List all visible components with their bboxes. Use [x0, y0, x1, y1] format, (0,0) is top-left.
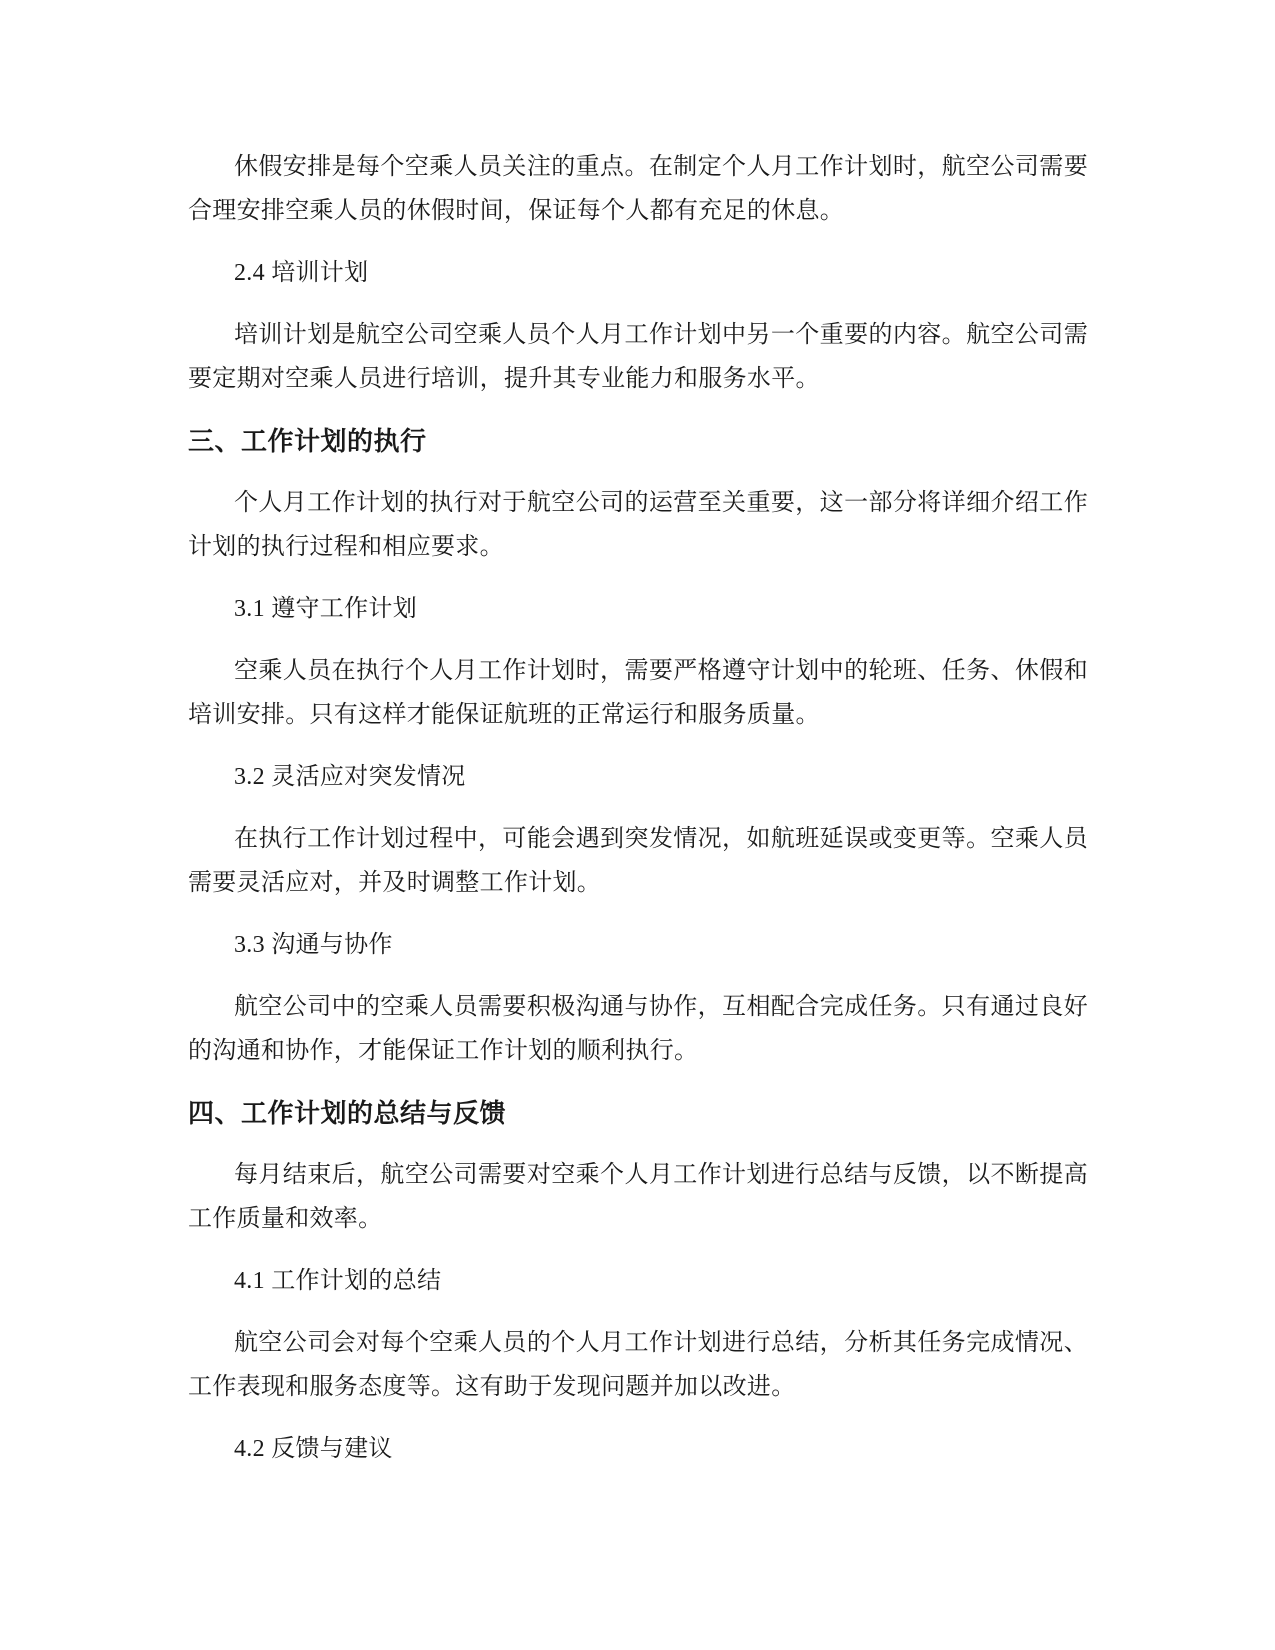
paragraph: 航空公司会对每个空乘人员的个人月工作计划进行总结，分析其任务完成情况、工作表现和服务态度等。这有助于发现问题并加以改进。 — [188, 1330, 1088, 1400]
paragraph: 每月结束后，航空公司需要对空乘个人月工作计划进行总结与反馈，以不断提高工作质量和效率。 — [188, 1162, 1088, 1232]
section-heading: 四、工作计划的总结与反馈 — [188, 1098, 507, 1128]
section-heading: 三、工作计划的执行 — [188, 426, 427, 456]
paragraph: 空乘人员在执行个人月工作计划时，需要严格遵守计划中的轮班、任务、休假和培训安排。只有这样才能保证航班的正常运行和服务质量。 — [188, 658, 1088, 728]
subsection-title: 3.1 遵守工作计划 — [234, 596, 417, 622]
paragraph: 个人月工作计划的执行对于航空公司的运营至关重要，这一部分将详细介绍工作计划的执行过程和相应要求。 — [188, 490, 1088, 560]
paragraph: 培训计划是航空公司空乘人员个人月工作计划中另一个重要的内容。航空公司需要定期对空乘人员进行培训，提升其专业能力和服务水平。 — [188, 322, 1088, 392]
subsection-title: 3.2 灵活应对突发情况 — [234, 764, 466, 790]
subsection-title: 3.3 沟通与协作 — [234, 932, 393, 958]
subsection-title: 4.1 工作计划的总结 — [234, 1268, 442, 1294]
document-body — [188, 145, 1088, 1489]
paragraph: 航空公司中的空乘人员需要积极沟通与协作，互相配合完成任务。只有通过良好的沟通和协作，才能保证工作计划的顺利执行。 — [188, 994, 1088, 1064]
paragraph: 休假安排是每个空乘人员关注的重点。在制定个人月工作计划时，航空公司需要合理安排空乘人员的休假时间，保证每个人都有充足的休息。 — [188, 154, 1088, 224]
subsection-title: 4.2 反馈与建议 — [234, 1436, 393, 1462]
paragraph: 在执行工作计划过程中，可能会遇到突发情况，如航班延误或变更等。空乘人员需要灵活应对，并及时调整工作计划。 — [188, 826, 1088, 896]
subsection-title: 2.4 培训计划 — [234, 260, 369, 286]
